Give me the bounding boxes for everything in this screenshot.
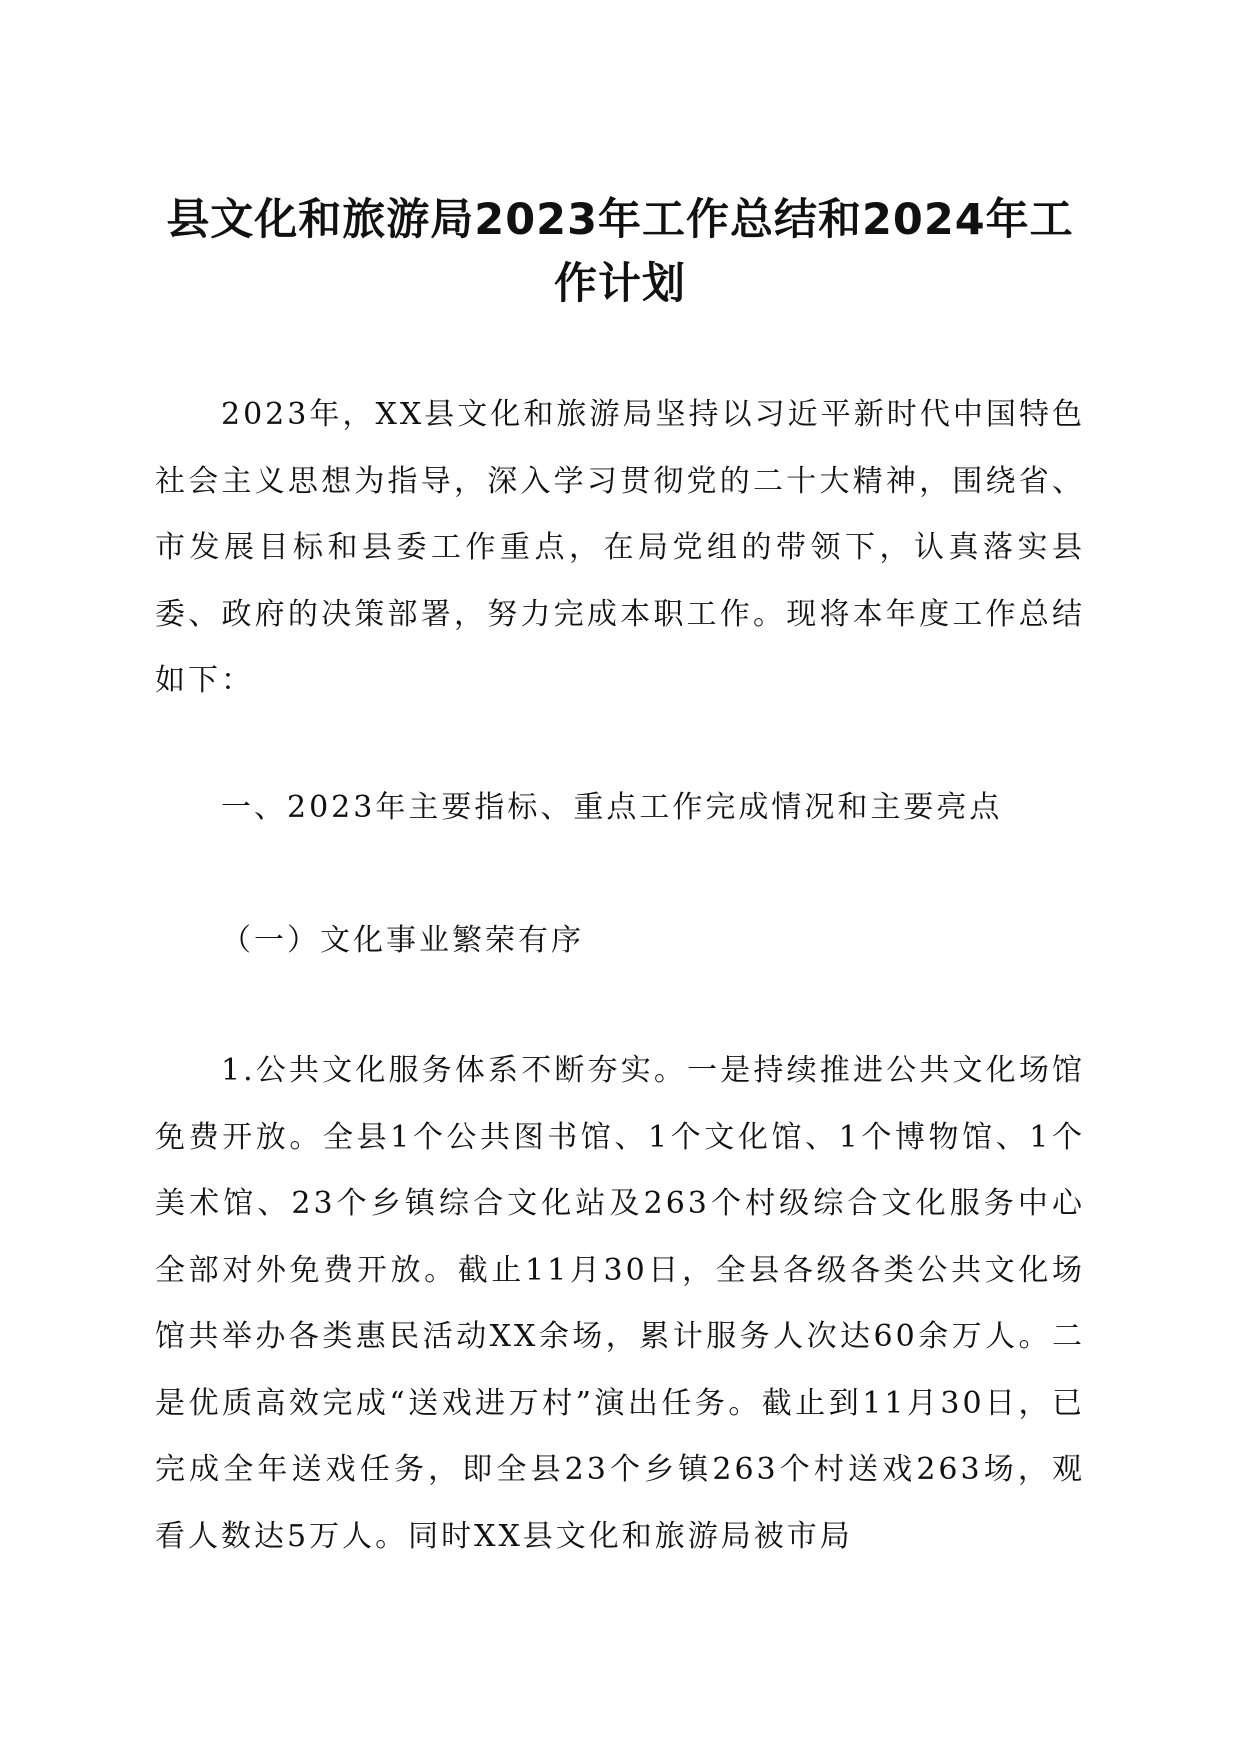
section-heading: 一、2023年主要指标、重点工作完成情况和主要亮点 <box>221 790 1003 825</box>
document-title <box>155 188 1085 316</box>
title-line-2: 作计划 <box>554 259 686 309</box>
intro-paragraph: 2023年，XX县文化和旅游局坚持以习近平新时代中国特色社会主义思想为指导，深入学习贯彻党的二十大精神，围绕省、市发展目标和县委工作重点，在局党组的带领下，认真落实县委、政府的决策部署，努力完成本职工作。现将本年度工作总结如下： <box>155 397 1085 698</box>
title-line-1: 县文化和旅游局2023年工作总结和2024年工 <box>166 195 1074 245</box>
subsection-heading: （一）文化事业繁荣有序 <box>221 923 584 958</box>
body-paragraph: 1.公共文化服务体系不断夯实。一是持续推进公共文化场馆免费开放。全县1个公共图书馆、1个文化馆、1个博物馆、1个美术馆、23个乡镇综合文化站及263个村级综合文化服务中心全部对外免费开放。截止11月30日，全县各级各类公共文化场馆共举办各类惠民活动XX余场，累计服务人次达60余万人。二是优质高效完成“送戏进万村”演出任务。截止到11月30日，已完成全年送戏任务，即全县23个乡镇263个村送戏263场，观看人数达5万人。同时XX县文化和旅游局被市局 <box>155 1053 1085 1554</box>
